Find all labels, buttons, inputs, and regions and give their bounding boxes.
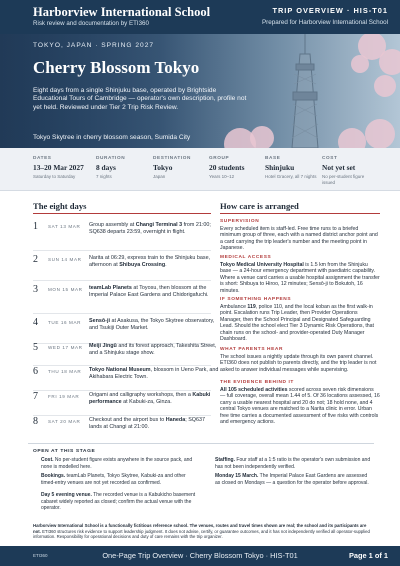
day-date: WED 17 MAR: [48, 345, 83, 350]
care-section-heading: IF SOMETHING HAPPENS: [220, 297, 292, 302]
day-description: Narita at 06:29, express train to the Shinjuku base, afternoon at Shibuya Crossing.: [89, 255, 211, 269]
day-description: Group assembly at Changi Terminal 3 from 21:00; SQ638 departs 23:59, overnight in flight.: [89, 222, 211, 236]
day-number: 2: [33, 254, 38, 265]
fact-cost: [322, 155, 378, 185]
fact-label: BASE: [265, 155, 281, 160]
open-item: Day 5 evening venue. The recorded venue is a Kabukicho basement cabaret widely reported as closed; confirm the actual venue with the operator.: [41, 492, 196, 511]
day-description: Origami and calligraphy workshops, then a Kabuki performance at Kabuki-za, Ginza.: [89, 392, 211, 406]
itinerary-day: [33, 222, 211, 251]
fact-dates: [33, 155, 89, 180]
footer-bar: [0, 546, 400, 566]
fact-group: [209, 155, 263, 180]
fact-value: Tokyo: [153, 163, 173, 172]
care-section-supervision: [220, 219, 380, 252]
day-date: SAT 20 MAR: [48, 419, 81, 424]
day-description: Sensō-ji at Asakusa, the Tokyo Skytree observatory, and Tsukiji Outer Market.: [89, 318, 215, 332]
open-item: Monday 15 March. The Imperial Palace East Gardens are assessed as closed on Mondays — a question for the operator before approval.: [215, 473, 369, 486]
fact-destination: [153, 155, 205, 180]
care-section-body: The school issues a nightly update through its own parent channel. ETI360 does not publish to parents directly, and the trip leader is not asked to answer individual messages while supervising.: [220, 353, 377, 373]
open-items-panel: [28, 443, 374, 525]
fact-label: COST: [322, 155, 338, 160]
fact-label: DATES: [33, 155, 52, 160]
day-number: 6: [33, 366, 38, 377]
fact-sub: Japan: [153, 174, 166, 179]
day-date: SAT 13 MAR: [48, 224, 81, 229]
day-date: THU 18 MAR: [48, 369, 82, 374]
care-section-body: Tokyo Medical University Hospital is 1.5 km from the Shinjuku base — a 24-hour emergency department with paediatric capability. Where a venue card carries a usable hospital assignment the transfer is short: Shibuya to Hiroo, 12 minutes; Sensō-ji to Bokutoh, 16 minutes.: [220, 261, 380, 294]
hero-kicker: TOKYO, JAPAN · SPRING 2027: [33, 42, 155, 49]
care-section-heading: THE EVIDENCE BEHIND IT: [220, 380, 294, 385]
fact-value: Not yet set: [322, 163, 356, 172]
day-number: 5: [33, 342, 38, 353]
open-item: Cost. No per-student figure exists anywhere in the source pack, and none is modelled here.: [41, 457, 193, 470]
fact-sub: Years 10–12: [209, 174, 235, 179]
fact-label: GROUP: [209, 155, 230, 160]
itinerary-day: [33, 255, 211, 281]
day-number: 7: [33, 391, 38, 402]
day-description: Meiji Jingū and its forest approach, Takeshita Street, and a Shinjuku stage show.: [89, 343, 217, 357]
fact-value: 8 days: [96, 163, 116, 172]
days-heading: The eight days: [33, 201, 87, 211]
day-date: TUE 16 MAR: [48, 320, 82, 325]
care-heading: How care is arranged: [220, 201, 299, 211]
fact-base: [265, 155, 317, 180]
itinerary-day: [33, 392, 211, 416]
day-number: 4: [33, 317, 38, 328]
day-description: Checkout and the airport bus to Haneda; SQ637 lands at Changi at 21:00.: [89, 417, 205, 431]
section-rule: [33, 213, 211, 214]
itinerary-day: [33, 317, 215, 344]
fact-sub: 7 nights: [96, 174, 112, 179]
eti360-logo: ETI360: [33, 553, 48, 558]
fact-sub: Saturday to Saturday: [33, 174, 76, 179]
itinerary-day: [33, 417, 211, 439]
fact-sub: Hotel Gracery, all 7 nights: [265, 174, 317, 179]
page-number: Page 1 of 1: [348, 551, 388, 560]
care-section-heading: WHAT PARENTS HEAR: [220, 347, 284, 352]
day-number: 1: [33, 221, 38, 232]
footer-title: One-Page Trip Overview · Cherry Blossom Tokyo · HIS-T01: [102, 551, 298, 560]
care-section-incidents: [220, 297, 380, 343]
care-section-body: All 105 scheduled activities scored across seven risk dimensions — full coverage, overall mean 1.44 of 5. Of 36 locations assessed, 16 carry a usable nearest hospital and 20 do not; 18 hold none, and 4 central Tokyo venues are matched to a Narita clinic in error. Urban free time carries a documented assessment of five risks with controls and emergency actions.: [220, 386, 380, 426]
page-title: Cherry Blossom Tokyo: [33, 58, 200, 77]
document-label: TRIP OVERVIEW · HIS-T01: [272, 6, 388, 15]
fact-label: DURATION: [96, 155, 126, 160]
school-name: Harborview International School: [33, 5, 211, 19]
care-section-body: Every scheduled item is staff-led. Free time runs to a briefed minimum group of three, each with a named district anchor point and a card carrying the trip leader's number and the meeting point in Japanese.: [220, 225, 378, 252]
day-number: 8: [33, 416, 38, 427]
open-item: Staffing. Four staff at a 1:5 ratio is the operator's own submission and has not been independently verified.: [215, 457, 371, 470]
prepared-for: Prepared for Harborview International School: [261, 19, 388, 26]
itinerary-day: [33, 342, 217, 366]
trip-facts-strip: [0, 148, 400, 191]
fact-value: 20 students: [209, 163, 245, 172]
header-bar: [0, 0, 400, 34]
hero-description: Eight days from a single Shinjuku base, operated by Brightside Educational Tours of Cambridge — operator's own description, profile not yet held. Reviewed under Tier 2 Trip Risk Review.: [33, 87, 247, 111]
photo-caption: Tokyo Skytree in cherry blossom season, Sumida City: [33, 134, 191, 141]
day-number: 3: [33, 284, 38, 295]
care-section-parents: [220, 347, 380, 373]
fact-value: Shinjuku: [265, 163, 295, 172]
fact-value: 13–20 Mar 2027: [33, 163, 84, 172]
itinerary-day: [33, 366, 219, 391]
care-section-medical: [220, 255, 380, 294]
day-description: Tokyo National Museum, blossom in Ueno Park, and Akihabara Electric Town.: [89, 367, 219, 381]
day-date: FRI 19 MAR: [48, 394, 80, 399]
day-description: teamLab Planets at Toyosu, then blossom at the Imperial Palace East Gardens and Chidorigafuchi.: [89, 285, 209, 299]
fact-label: DESTINATION: [153, 155, 192, 160]
care-section-evidence: [220, 380, 380, 426]
header-tagline: Risk review and documentation by ETI360: [33, 20, 149, 27]
care-section-heading: SUPERVISION: [220, 219, 260, 224]
open-items-heading: OPEN AT THIS STAGE: [33, 449, 96, 454]
fact-duration: [96, 155, 146, 180]
section-rule: [220, 213, 380, 214]
care-section-heading: MEDICAL ACCESS: [220, 255, 272, 260]
day-date: SUN 14 MAR: [48, 257, 82, 262]
day-date: MON 15 MAR: [48, 287, 83, 292]
care-section-body: Ambulance 119, police 110, and the local koban as the first walk-in point. Escalation runs Trip Leader, then Provider Operations Manager, then the School Principal and Designated Safeguarding Lead. Should the school elect Tier 3 Dynamic Risk Operations, that chain runs on the school- and provider-operated Duty Manager Dashboard.: [220, 303, 374, 343]
fact-sub: No per-student figure issued: [322, 174, 365, 185]
open-item: Bookings. teamLab Planets, Tokyo Skytree, Kabuki-za and other timed-entry venues are not yet recorded as confirmed.: [41, 473, 186, 486]
disclaimer: Harborview International School is a functionally fictitious reference school. The venues, routes and travel times shown are real; the school and its participants are not. ETI360 structures risk evidence to support leadership judgment. It does not advise, certify, or guarantee outcomes, and it has not independently verified all operator-supplied information. Responsibility for operational decisions and duty of care remains with the trip organizer.: [33, 523, 370, 540]
itinerary-day: [33, 285, 211, 314]
